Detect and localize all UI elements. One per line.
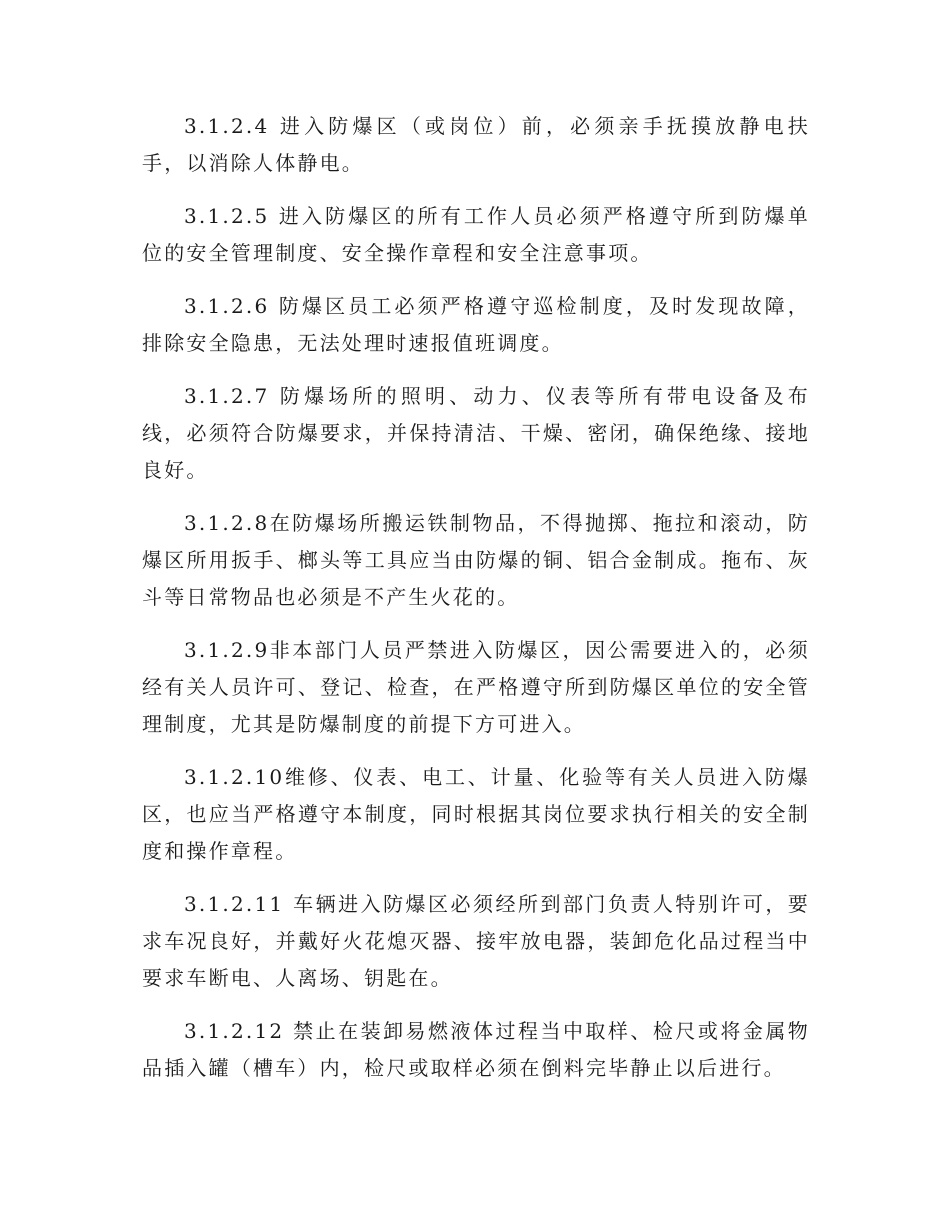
paragraph-3-1-2-4: 3.1.2.4 进入防爆区（或岗位）前，必须亲手抚摸放静电扶手，以消除人体静电。: [142, 114, 810, 175]
paragraph-3-1-2-10: 3.1.2.10维修、仪表、电工、计量、化验等有关人员进入防爆区，也应当严格遵守本制度，同时根据其岗位要求执行相关的安全制度和操作章程。: [142, 765, 810, 863]
paragraph-3-1-2-7: 3.1.2.7 防爆场所的照明、动力、仪表等所有带电设备及布线，必须符合防爆要求，并保持清洁、干燥、密闭，确保绝缘、接地良好。: [142, 384, 810, 482]
paragraph-3-1-2-6: 3.1.2.6 防爆区员工必须严格遵守巡检制度，及时发现故障，排除安全隐患，无法处理时速报值班调度。: [142, 294, 810, 355]
paragraph-3-1-2-12: 3.1.2.12 禁止在装卸易燃液体过程当中取样、检尺或将金属物品插入罐（槽车）内，检尺或取样必须在倒料完毕静止以后进行。: [142, 1019, 810, 1080]
paragraph-3-1-2-9: 3.1.2.9非本部门人员严禁进入防爆区，因公需要进入的，必须经有关人员许可、登记、检查，在严格遵守所到防爆区单位的安全管理制度，尤其是防爆制度的前提下方可进入。: [142, 638, 810, 736]
paragraph-3-1-2-11: 3.1.2.11 车辆进入防爆区必须经所到部门负责人特别许可，要求车况良好，并戴好火花熄灭器、接牢放电器，装卸危化品过程当中要求车断电、人离场、钥匙在。: [142, 892, 810, 990]
document-body: [142, 108, 810, 1103]
paragraph-3-1-2-8: 3.1.2.8在防爆场所搬运铁制物品，不得抛掷、拖拉和滚动，防爆区所用扳手、榔头等工具应当由防爆的铜、铝合金制成。拖布、灰斗等日常物品也必须是不产生火花的。: [142, 511, 810, 609]
paragraph-3-1-2-5: 3.1.2.5 进入防爆区的所有工作人员必须严格遵守所到防爆单位的安全管理制度、安全操作章程和安全注意事项。: [142, 204, 810, 265]
